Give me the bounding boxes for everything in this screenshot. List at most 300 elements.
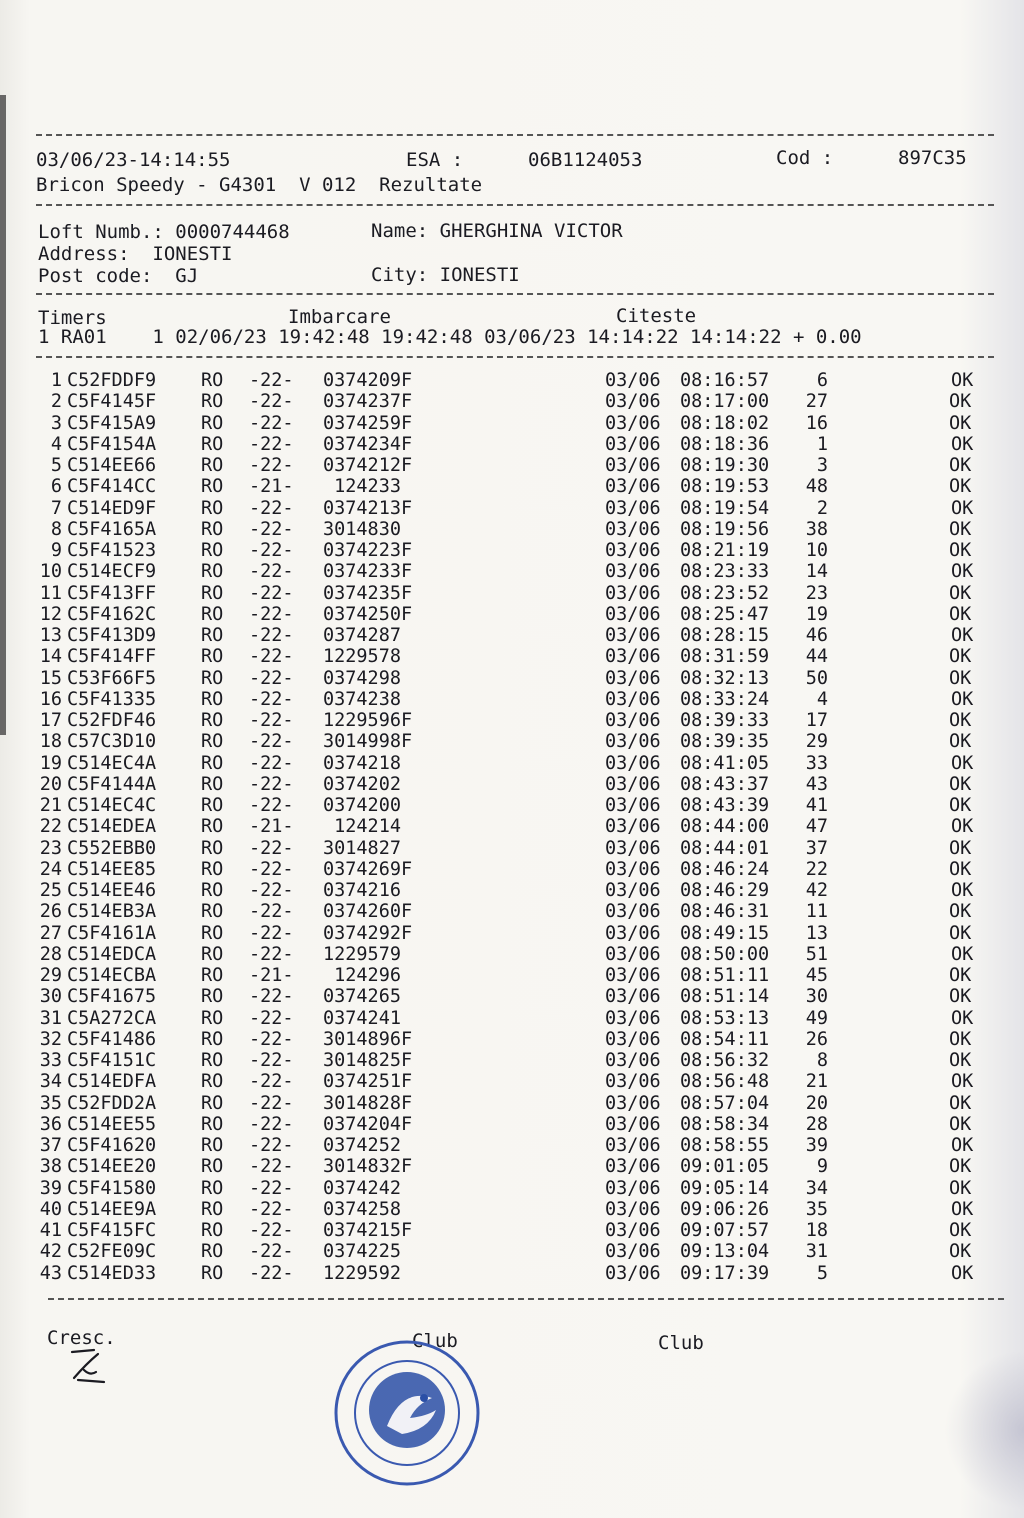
ring-code: C5F41335 [67, 688, 157, 710]
ring-year: -22- [249, 1177, 294, 1199]
arrival-date: 03/06 [605, 391, 661, 413]
ring-year: -22- [249, 667, 294, 689]
position: 10 [805, 540, 828, 561]
status-ok: OK [951, 816, 974, 838]
esa-label: ESA : [406, 149, 464, 171]
position: 37 [805, 837, 828, 859]
row-number: 19 [39, 752, 62, 774]
arrival-date: 03/06 [605, 1135, 661, 1156]
arrival-time: 08:51:14 [680, 986, 770, 1008]
ring-serial: 0374298 [323, 667, 401, 689]
ring-code: C5F41523 [67, 540, 157, 561]
cresc-label: Cresc. [47, 1327, 116, 1349]
status-ok: OK [949, 1113, 972, 1135]
arrival-date: 03/06 [605, 688, 661, 710]
ring-code: C52FE09C [67, 1241, 157, 1263]
table-row [0, 1178, 1024, 1199]
row-number: 14 [39, 646, 62, 668]
ring-code: C514EB3A [67, 901, 157, 923]
position: 38 [805, 518, 828, 540]
ring-year: -22- [249, 1198, 294, 1220]
country-code: RO [201, 1113, 224, 1135]
ring-code: C514EE66 [67, 455, 157, 476]
ring-code: C514EE20 [67, 1156, 157, 1178]
position: 39 [805, 1135, 828, 1156]
ring-year: -22- [249, 858, 294, 880]
club-label-left: Club [412, 1330, 458, 1352]
ring-serial: 1229596F [323, 710, 413, 731]
arrival-time: 08:57:04 [680, 1092, 770, 1114]
position: 51 [805, 943, 828, 965]
ring-serial: 0374218 [323, 752, 401, 774]
system-line: Bricon Speedy - G4301 V 012 Rezultate [36, 174, 483, 196]
table-row [0, 1093, 1024, 1114]
row-number: 31 [39, 1007, 62, 1029]
arrival-date: 03/06 [605, 1262, 661, 1284]
ring-code: C514EE46 [67, 880, 157, 901]
table-row [0, 413, 1024, 434]
table-row [0, 880, 1024, 901]
table-row [0, 965, 1024, 986]
club-label-right: Club [658, 1332, 704, 1354]
country-code: RO [201, 561, 224, 583]
row-number: 40 [39, 1198, 62, 1220]
separator-line [36, 134, 994, 136]
country-code: RO [201, 497, 224, 519]
country-code: RO [201, 880, 224, 901]
arrival-date: 03/06 [605, 816, 661, 838]
row-number: 36 [39, 1113, 62, 1135]
ring-serial: 0374292F [323, 922, 413, 944]
row-number: 10 [39, 561, 62, 583]
row-number: 2 [50, 391, 62, 413]
arrival-date: 03/06 [605, 603, 661, 625]
ring-year: -22- [249, 1113, 294, 1135]
ring-code: C514EC4A [67, 752, 157, 774]
country-code: RO [201, 603, 224, 625]
arrival-time: 08:28:15 [680, 625, 770, 646]
table-row [0, 838, 1024, 859]
ring-year: -22- [249, 880, 294, 901]
table-row [0, 710, 1024, 731]
position: 42 [805, 880, 828, 901]
arrival-date: 03/06 [605, 370, 661, 391]
row-number: 3 [50, 412, 62, 434]
arrival-date: 03/06 [605, 1156, 661, 1178]
status-ok: OK [951, 688, 974, 710]
row-number: 8 [50, 518, 62, 540]
country-code: RO [201, 667, 224, 689]
table-row [0, 1029, 1024, 1050]
status-ok: OK [951, 943, 974, 965]
ring-serial: 3014832F [323, 1156, 413, 1178]
status-ok: OK [949, 391, 972, 413]
table-row [0, 1050, 1024, 1071]
position: 41 [805, 795, 828, 816]
status-ok: OK [949, 965, 972, 986]
country-code: RO [201, 858, 224, 880]
ring-code: C514ED9F [67, 497, 157, 519]
ring-serial: 0374260F [323, 901, 413, 923]
table-row [0, 816, 1024, 837]
table-row [0, 540, 1024, 561]
row-number: 6 [50, 476, 62, 498]
ring-serial: 0374259F [323, 412, 413, 434]
ring-year: -21- [249, 476, 294, 498]
row-number: 33 [39, 1050, 62, 1071]
status-ok: OK [951, 752, 974, 774]
status-ok: OK [949, 1092, 972, 1114]
position: 31 [805, 1241, 828, 1263]
arrival-date: 03/06 [605, 773, 661, 795]
ring-code: C57C3D10 [67, 731, 157, 753]
position: 48 [805, 476, 828, 498]
arrival-time: 08:17:00 [680, 391, 770, 413]
country-code: RO [201, 731, 224, 753]
ring-serial: 0374238 [323, 688, 401, 710]
position: 35 [805, 1198, 828, 1220]
ring-code: C514EE9A [67, 1198, 157, 1220]
status-ok: OK [949, 540, 972, 561]
status-ok: OK [949, 518, 972, 540]
status-ok: OK [949, 986, 972, 1008]
arrival-time: 08:16:57 [680, 370, 770, 391]
arrival-time: 09:01:05 [680, 1156, 770, 1178]
arrival-date: 03/06 [605, 795, 661, 816]
arrival-time: 08:50:00 [680, 943, 770, 965]
country-code: RO [201, 582, 224, 604]
ring-serial: 0374204F [323, 1113, 413, 1135]
ring-serial: 0374241 [323, 1007, 401, 1029]
arrival-date: 03/06 [605, 667, 661, 689]
ring-year: -22- [249, 901, 294, 923]
arrival-time: 09:07:57 [680, 1220, 770, 1241]
arrival-date: 03/06 [605, 752, 661, 774]
signature-mark [64, 1346, 114, 1388]
separator-line [36, 204, 994, 206]
table-row [0, 1008, 1024, 1029]
position: 43 [805, 773, 828, 795]
table-row [0, 1241, 1024, 1262]
status-ok: OK [949, 795, 972, 816]
position: 5 [816, 1262, 828, 1284]
ring-year: -22- [249, 518, 294, 540]
row-number: 42 [39, 1241, 62, 1263]
position: 17 [805, 710, 828, 731]
status-ok: OK [949, 646, 972, 668]
arrival-time: 08:46:31 [680, 901, 770, 923]
arrival-time: 08:56:48 [680, 1071, 770, 1093]
row-number: 9 [50, 540, 62, 561]
status-ok: OK [951, 1262, 974, 1284]
arrival-time: 08:49:15 [680, 922, 770, 944]
position: 19 [805, 603, 828, 625]
ring-serial: 0374223F [323, 540, 413, 561]
ring-code: C53F66F5 [67, 667, 157, 689]
arrival-date: 03/06 [605, 412, 661, 434]
arrival-time: 08:21:19 [680, 540, 770, 561]
arrival-time: 08:32:13 [680, 667, 770, 689]
arrival-date: 03/06 [605, 1113, 661, 1135]
table-row [0, 519, 1024, 540]
status-ok: OK [949, 710, 972, 731]
ring-serial: 0374237F [323, 391, 413, 413]
position: 46 [805, 625, 828, 646]
arrival-date: 03/06 [605, 901, 661, 923]
ring-code: C514EDFA [67, 1071, 157, 1093]
ring-code: C5F4162C [67, 603, 157, 625]
ring-code: C514ECBA [67, 965, 157, 986]
country-code: RO [201, 710, 224, 731]
arrival-time: 08:46:24 [680, 858, 770, 880]
arrival-time: 08:43:39 [680, 795, 770, 816]
arrival-date: 03/06 [605, 710, 661, 731]
arrival-time: 08:23:33 [680, 561, 770, 583]
ring-serial: 0374225 [323, 1241, 401, 1263]
status-ok: OK [949, 1177, 972, 1199]
arrival-time: 08:51:11 [680, 965, 770, 986]
ring-year: -22- [249, 837, 294, 859]
table-row [0, 1156, 1024, 1177]
arrival-time: 08:46:29 [680, 880, 770, 901]
table-row [0, 1114, 1024, 1135]
table-row [0, 561, 1024, 582]
ring-code: C5F413FF [67, 582, 157, 604]
position: 2 [816, 497, 828, 519]
table-row [0, 1135, 1024, 1156]
arrival-time: 08:54:11 [680, 1028, 770, 1050]
ring-code: C52FDF46 [67, 710, 157, 731]
table-row [0, 498, 1024, 519]
arrival-date: 03/06 [605, 965, 661, 986]
ring-year: -22- [249, 625, 294, 646]
arrival-date: 03/06 [605, 1028, 661, 1050]
position: 22 [805, 858, 828, 880]
country-code: RO [201, 1241, 224, 1263]
country-code: RO [201, 901, 224, 923]
country-code: RO [201, 455, 224, 476]
table-row [0, 370, 1024, 391]
table-row [0, 1071, 1024, 1092]
table-row [0, 795, 1024, 816]
country-code: RO [201, 688, 224, 710]
ring-year: -22- [249, 1050, 294, 1071]
ring-code: C5A272CA [67, 1007, 157, 1029]
ring-serial: 3014998F [323, 731, 413, 753]
arrival-date: 03/06 [605, 837, 661, 859]
status-ok: OK [951, 370, 974, 391]
ring-year: -22- [249, 731, 294, 753]
country-code: RO [201, 1050, 224, 1071]
ring-serial: 0374242 [323, 1177, 401, 1199]
status-ok: OK [951, 1198, 974, 1220]
arrival-time: 08:56:32 [680, 1050, 770, 1071]
row-number: 16 [39, 688, 62, 710]
imbarcare-label: Imbarcare [288, 306, 391, 328]
arrival-time: 09:13:04 [680, 1241, 770, 1263]
ring-serial: 3014825F [323, 1050, 413, 1071]
status-ok: OK [949, 603, 972, 625]
arrival-time: 08:43:37 [680, 773, 770, 795]
row-number: 13 [39, 625, 62, 646]
status-ok: OK [951, 880, 974, 901]
arrival-time: 09:06:26 [680, 1198, 770, 1220]
country-code: RO [201, 943, 224, 965]
status-ok: OK [951, 433, 974, 455]
table-row [0, 753, 1024, 774]
row-number: 15 [39, 667, 62, 689]
ring-serial: 0374235F [323, 582, 413, 604]
status-ok: OK [949, 1156, 972, 1178]
ring-year: -22- [249, 1241, 294, 1263]
country-code: RO [201, 1198, 224, 1220]
country-code: RO [201, 752, 224, 774]
position: 16 [805, 412, 828, 434]
ring-year: -22- [249, 540, 294, 561]
arrival-date: 03/06 [605, 540, 661, 561]
ring-year: -22- [249, 1135, 294, 1156]
ring-year: -22- [249, 1220, 294, 1241]
status-ok: OK [949, 1220, 972, 1241]
table-row [0, 774, 1024, 795]
ring-year: -22- [249, 710, 294, 731]
status-ok: OK [949, 922, 972, 944]
table-row [0, 731, 1024, 752]
ring-code: C5F41620 [67, 1135, 157, 1156]
ring-serial: 0374213F [323, 497, 413, 519]
ring-code: C552EBB0 [67, 837, 157, 859]
country-code: RO [201, 1262, 224, 1284]
ring-year: -22- [249, 433, 294, 455]
arrival-date: 03/06 [605, 1092, 661, 1114]
status-ok: OK [949, 582, 972, 604]
arrival-time: 08:31:59 [680, 646, 770, 668]
position: 28 [805, 1113, 828, 1135]
status-ok: OK [949, 731, 972, 753]
table-row [0, 476, 1024, 497]
status-ok: OK [951, 1135, 974, 1156]
table-row [0, 625, 1024, 646]
ring-code: C52FDD2A [67, 1092, 157, 1114]
status-ok: OK [951, 625, 974, 646]
ring-year: -22- [249, 646, 294, 668]
status-ok: OK [949, 455, 972, 476]
ring-serial: 3014828F [323, 1092, 413, 1114]
table-row [0, 1220, 1024, 1241]
table-row [0, 391, 1024, 412]
arrival-time: 08:41:05 [680, 752, 770, 774]
arrival-time: 08:25:47 [680, 603, 770, 625]
ring-code: C514EDEA [67, 816, 157, 838]
ring-code: C5F41580 [67, 1177, 157, 1199]
post-code: Post code: GJ [38, 265, 199, 287]
arrival-date: 03/06 [605, 731, 661, 753]
ring-code: C514ECF9 [67, 561, 157, 583]
row-number: 34 [39, 1071, 62, 1093]
status-ok: OK [951, 1007, 974, 1029]
ring-serial: 0374252 [323, 1135, 401, 1156]
status-ok: OK [949, 412, 972, 434]
status-ok: OK [949, 858, 972, 880]
ring-year: -22- [249, 1007, 294, 1029]
arrival-date: 03/06 [605, 1050, 661, 1071]
ring-year: -22- [249, 1156, 294, 1178]
row-number: 26 [39, 901, 62, 923]
country-code: RO [201, 965, 224, 986]
arrival-date: 03/06 [605, 625, 661, 646]
row-number: 37 [39, 1135, 62, 1156]
row-number: 30 [39, 986, 62, 1008]
position: 30 [805, 986, 828, 1008]
ring-code: C5F414FF [67, 646, 157, 668]
arrival-time: 08:58:55 [680, 1135, 770, 1156]
ring-year: -22- [249, 391, 294, 413]
table-row [0, 986, 1024, 1007]
country-code: RO [201, 1177, 224, 1199]
ring-year: -22- [249, 688, 294, 710]
table-row [0, 1199, 1024, 1220]
ring-year: -22- [249, 1028, 294, 1050]
country-code: RO [201, 837, 224, 859]
position: 4 [816, 688, 828, 710]
arrival-date: 03/06 [605, 582, 661, 604]
ring-serial: 0374265 [323, 986, 401, 1008]
table-row [0, 923, 1024, 944]
country-code: RO [201, 816, 224, 838]
arrival-date: 03/06 [605, 455, 661, 476]
table-row [0, 455, 1024, 476]
arrival-date: 03/06 [605, 1241, 661, 1263]
row-number: 23 [39, 837, 62, 859]
row-number: 29 [39, 965, 62, 986]
ring-serial: 1229592 [323, 1262, 401, 1284]
row-number: 20 [39, 773, 62, 795]
ring-year: -22- [249, 1071, 294, 1093]
row-number: 21 [39, 795, 62, 816]
ring-serial: 0374269F [323, 858, 413, 880]
row-number: 24 [39, 858, 62, 880]
timers-label: Timers [38, 307, 107, 329]
row-number: 27 [39, 922, 62, 944]
cod-label: Cod : [776, 147, 834, 169]
row-number: 18 [39, 731, 62, 753]
position: 50 [805, 667, 828, 689]
loft-number: Loft Numb.: 0000744468 [38, 221, 290, 243]
arrival-date: 03/06 [605, 1071, 661, 1093]
position: 9 [816, 1156, 828, 1178]
arrival-time: 08:18:02 [680, 412, 770, 434]
arrival-date: 03/06 [605, 646, 661, 668]
arrival-time: 08:44:01 [680, 837, 770, 859]
position: 45 [805, 965, 828, 986]
ring-year: -22- [249, 582, 294, 604]
row-number: 41 [39, 1220, 62, 1241]
arrival-time: 08:19:53 [680, 476, 770, 498]
position: 27 [805, 391, 828, 413]
ring-serial: 0374212F [323, 455, 413, 476]
owner-name: Name: GHERGHINA VICTOR [371, 220, 623, 242]
ring-year: -22- [249, 561, 294, 583]
corner-shadow [944, 1350, 1024, 1510]
ring-code: C5F4145F [67, 391, 157, 413]
ring-code: C5F4161A [67, 922, 157, 944]
status-ok: OK [949, 1028, 972, 1050]
ring-serial: 3014896F [323, 1028, 413, 1050]
arrival-time: 08:18:36 [680, 433, 770, 455]
row-number: 4 [50, 433, 62, 455]
cod-value: 897C35 [898, 147, 967, 169]
status-ok: OK [949, 1241, 972, 1263]
